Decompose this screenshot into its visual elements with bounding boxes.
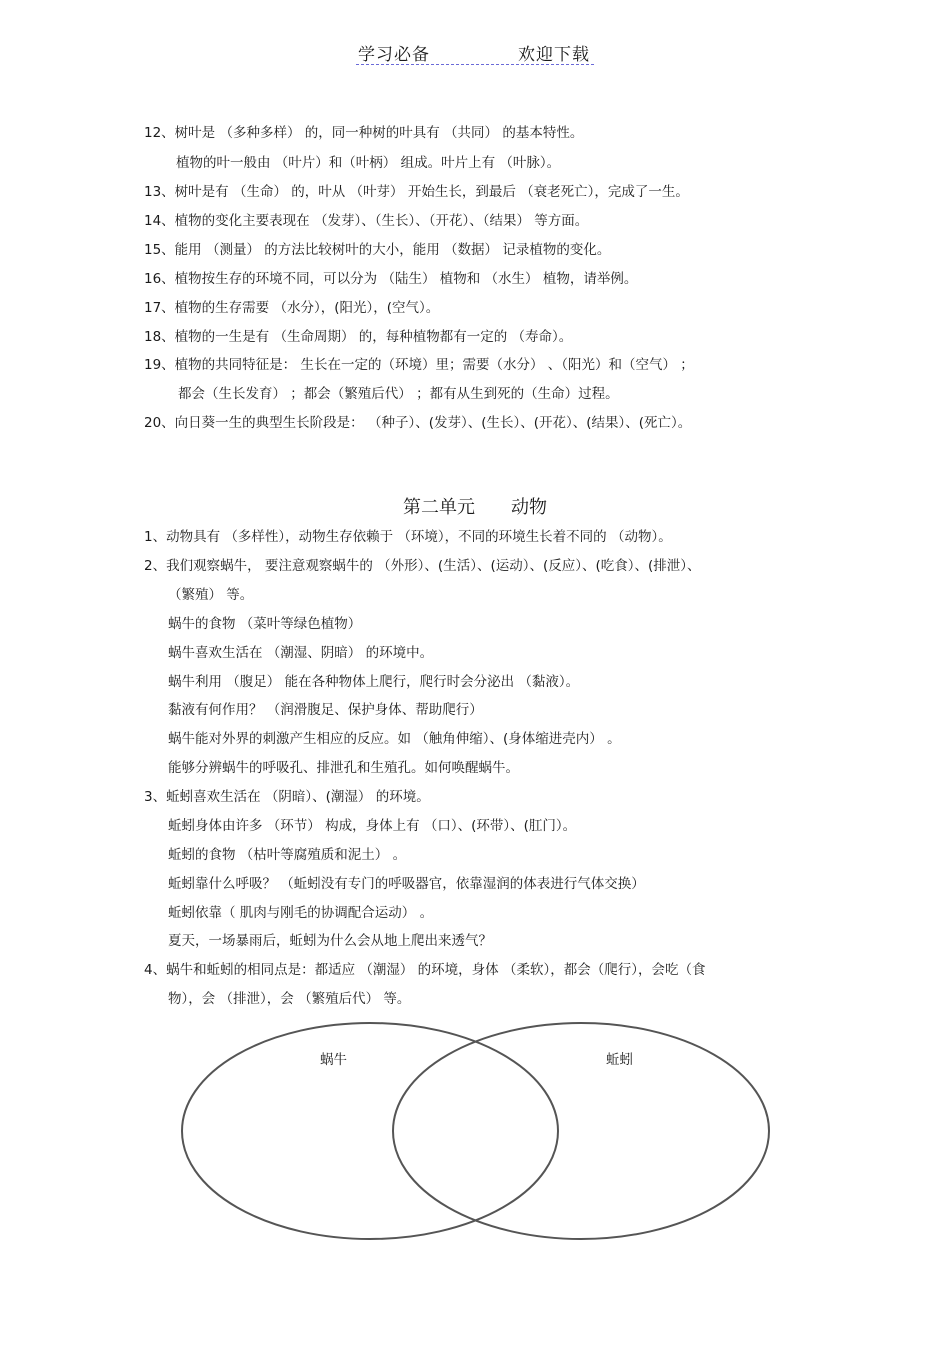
text-line: 12、树叶是 （多种多样） 的，同一种树的叶具有 （共同） 的基本特性。 (144, 125, 584, 141)
text-line: 18、植物的一生是有 （生命周期） 的，每种植物都有一定的 （寿命）。 (144, 329, 573, 345)
text-line: 15、能用 （测量） 的方法比较树叶的大小，能用 （数据） 记录植物的变化。 (144, 242, 611, 258)
venn-circle-snail (182, 1023, 558, 1239)
text-line: 蜗牛能对外界的刺激产生相应的反应。如 （触角伸缩）、(身体缩进壳内） 。 (168, 731, 621, 747)
venn-circle-earthworm (393, 1023, 769, 1239)
text-line: 物），会 （排泄），会 （繁殖后代） 等。 (168, 991, 411, 1007)
text-line: 能够分辨蜗牛的呼吸孔、排泄孔和生殖孔。如何唤醒蜗牛。 (168, 760, 519, 776)
text-line: 17、植物的生存需要 （水分），(阳光），(空气）。 (144, 300, 440, 316)
text-line: （繁殖） 等。 (168, 587, 254, 603)
text-line: 20、向日葵一生的典型生长阶段是： （种子）、(发芽）、(生长）、(开花）、(结果）、(死亡）。 (144, 415, 692, 431)
unit-title: 第二单元 动物 (403, 497, 547, 518)
text-line: 19、植物的共同特征是： 生长在一定的（环境）里；需要（水分） 、（阳光）和（空气） ； (144, 357, 694, 373)
text-line: 蚯蚓依靠（ 肌肉与刚毛的协调配合运动） 。 (168, 905, 434, 921)
text-line: 1、动物具有 （多样性），动物生存依赖于 （环境），不同的环境生长着不同的 （动物）。 (144, 529, 672, 545)
text-line: 4、蜗牛和蚯蚓的相同点是：都适应 （潮湿） 的环境，身体 （柔软），都会（爬行），会吃（食 (144, 962, 706, 978)
text-line: 黏液有何作用？ （润滑腹足、保护身体、帮助爬行） (168, 702, 483, 718)
text-line: 蚯蚓的食物 （枯叶等腐殖质和泥土） 。 (168, 847, 407, 863)
text-line: 蚯蚓身体由许多 （环节） 构成，身体上有 （口）、(环带）、(肛门）。 (168, 818, 577, 834)
text-line: 16、植物按生存的环境不同，可以分为 （陆生） 植物和 （水生） 植物，请举例。 (144, 271, 638, 287)
venn-label-snail: 蜗牛 (320, 1052, 347, 1068)
text-line: 3、蚯蚓喜欢生活在 （阴暗）、(潮湿） 的环境。 (144, 789, 430, 805)
text-line: 都会（生长发育） ；都会（繁殖后代） ；都有从生到死的（生命）过程。 (178, 386, 619, 402)
text-line: 蜗牛喜欢生活在 （潮湿、阴暗） 的环境中。 (168, 645, 434, 661)
venn-label-earthworm: 蚯蚓 (606, 1052, 633, 1068)
text-line: 蜗牛利用 （腹足） 能在各种物体上爬行，爬行时会分泌出 （黏液）。 (168, 674, 580, 690)
text-line: 2、我们观察蜗牛， 要注意观察蜗牛的 （外形）、(生活）、(运动）、(反应）、(吃食）、(排泄）、 (144, 558, 701, 574)
header-right-text: 欢迎下载 (518, 45, 590, 65)
text-line: 14、植物的变化主要表现在 （发芽）、（生长）、（开花）、（结果） 等方面。 (144, 213, 589, 229)
text-line: 蚯蚓靠什么呼吸？ （蚯蚓没有专门的呼吸器官，依靠湿润的体表进行气体交换） (168, 876, 645, 892)
text-line: 蜗牛的食物 （菜叶等绿色植物） (168, 616, 362, 632)
text-line: 夏天，一场暴雨后，蚯蚓为什么会从地上爬出来透气？ (168, 933, 492, 949)
text-line: 13、树叶是有 （生命） 的，叶从 （叶芽） 开始生长，到最后 （衰老死亡），完成了一生。 (144, 184, 689, 200)
header-left-text: 学习必备 (358, 45, 430, 65)
text-line: 植物的叶一般由 （叶片）和（叶柄） 组成。叶片上有 （叶脉）。 (176, 155, 561, 171)
